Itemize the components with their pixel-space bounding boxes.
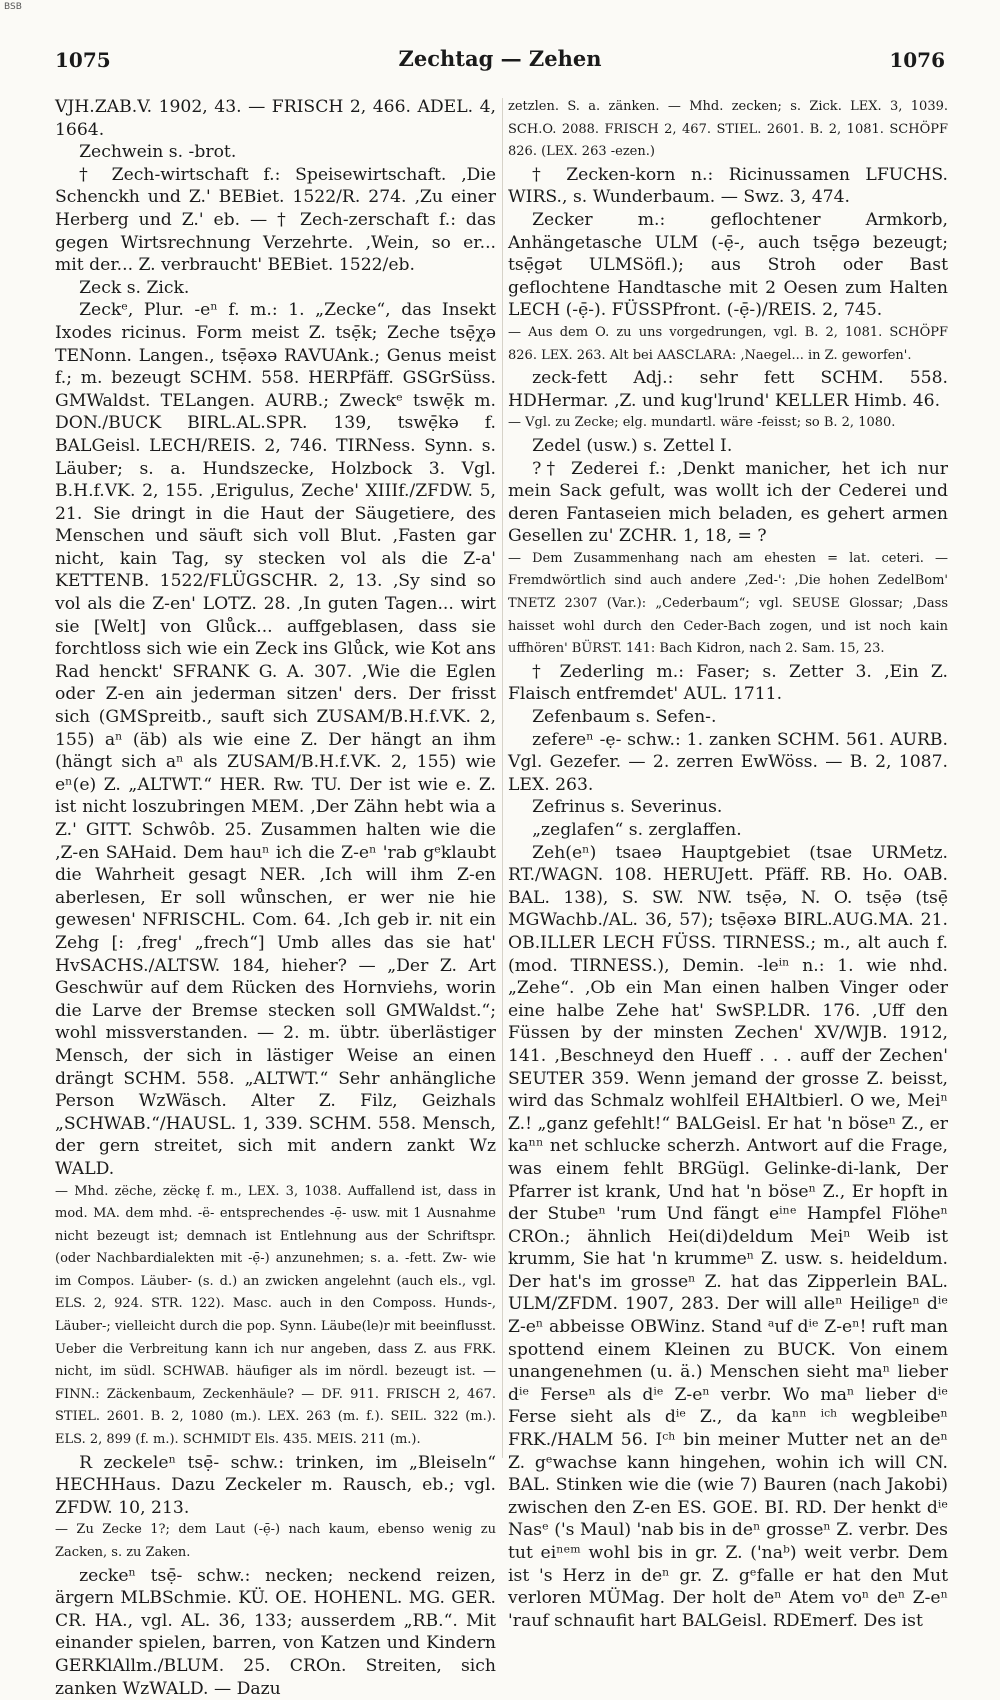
dictionary-entry: † Zecken-korn n.: Ricinussamen LFUCHS. WIRS., s. Wunderbaum. — Swz. 3, 474. [508, 164, 954, 208]
dictionary-entry: zeck-fett Adj.: sehr fett SCHM. 558. HDHermar. ‚Z. und kug'lrund' KELLER Himb. 46. [508, 368, 954, 411]
dictionary-entry: Zecker m.: geflochtener Armkorb, Anhängetasche ULM (-ẹ̄-, auch tsẹ̄gə bezeugt; tsẹ̄gət ULMSöfl.); aus Stroh oder Bast geflochtene Handtasche mit 2 Oesen zum Halten LECH (-ẹ̄-). FÜSSPfront. (-ẹ̄-)/REIS. 2, 745. [508, 209, 954, 321]
dictionary-entry: Zedel (usw.) s. Zettel I. [532, 435, 733, 456]
left-column [55, 96, 502, 1699]
dictionary-entry: VJH.ZAB.V. 1902, 43. — FRISCH 2, 466. ADEL. 4, 1664. [55, 97, 502, 140]
dictionary-entry: ?† Zederei f.: ‚Denkt manicher, het ich nur mein Sack gefult, was wollt ich der Cederei und deren Fantaseien mich beladen, es gehert armen Gesellen zu' ZCHR. 1, 18, = ? [508, 458, 954, 547]
library-mark: BSB [4, 2, 22, 12]
dictionary-note: — Mhd. zëche, zëckę f. m., LEX. 3, 1038. Auffallend ist, dass in mod. MA. dem mhd. -ë- entsprechendes -ẹ̄- usw. mit 1 Ausnahme nicht bezeugt ist; demnach ist Entlehnung aus der Schriftspr. (oder Nachbardialekten mit -ẹ̄-) anzunehmen; s. a. -fett. Zw- wie im Compos. Läuber- (s. d.) an zwicken angelehnt (auch els., vgl. ELS. 2, 924. STR. 122). Masc. auch in den Composs. Hunds-, Läuber-; vielleicht durch die pop. Synn. Läube(le)r mit beeinflusst. Ueber die Verbreitung kann ich nur angeben, dass Z. aus FRK. nicht, im südl. SCHWAB. häufiger als im nördl. bezeugt ist. — FINN.: Zäckenbaum, Zeckenhäule? — DF. 911. FRISCH 2, 467. STIEL. 2601. B. 2, 1080 (m.). LEX. 263 (m. f.). SEIL. 322 (m.). ELS. 2, 899 (f. m.). SCHMIDT Els. 435. MEIS. 211 (m.). [55, 1183, 501, 1448]
right-page-number: 1076 [889, 48, 945, 72]
dictionary-entry: „zeglafen“ s. zerglaffen. [532, 820, 742, 840]
dictionary-entry: Zefenbaum s. Sefen-. [532, 707, 717, 728]
dictionary-entry: Zeckᵉ, Plur. -eⁿ f. m.: 1. „Zecke“, das Insekt Ixodes ricinus. Form meist Z. tsẹ̄k; Zeche tsẹ̄χə TENonn. Langen., tsẹ̄əxə RAVUAnk.; Genus meist f.; m. bezeugt SCHM. 558. HERPfäff. GSGrSüss. GMWaldst. TELangen. AURB.; Zweckᵉ tswẹ̄k m. DON./BUCK BIRL.AL.SPR. 139, tswẹ̄kə f. BALGeisl. LECH/REIS. 2, 746. TIRNess. Synn. s. Läuber; s. a. Hundszecke, Holzbock 3. Vgl. B.H.f.VK. 2, 155. ‚Erigulus, Zeche' XIIIf./ZFDW. 5, 21. Sie dringt in die Haut der Säugetiere, des Menschen und säuft sich voll Blut. ‚Fasten gar nicht, kain Tag, sy stecken vol als die Z-a' KETTENB. 1522/FLÜGSCHR. 2, 13. ‚Sy sind so vol als die Z-en' LOTZ. 28. ‚In guten Tagen... wirt sie [Welt] von Glůck... auffgeblasen, dass sie forchtloss sich wie ein Zeck ins Glůck, wie Kot ans Rad henckt' SFRANK G. A. 307. ‚Wie die Eglen oder Z-en ain jederman sitzen' ders. Der frisst sich (GMSpreitb., sauft sich ZUSAM/B.H.f.VK. 2, 155) aⁿ (äb) als wie eine Z. Der hängt an ihm (hängt sich aⁿ als ZUSAM/B.H.f.VK. 2, 155) wie eⁿ(e) Z. „ALTWT.“ HER. Rw. TU. Der ist wie e. Z. ist nicht loszubringen MEM. ‚Der Zähn hebt wia a Z.' GITT. Schwôb. 25. Zusammen halten wie die ‚Z-en SAHaid. Dem hauⁿ ich die Z-eⁿ 'rab gᵉklaubt die Wahrheit gesagt NER. ‚Ich will ihm Z-en aberlesen, Er soll wůnschen, er wer nie hie gewesen' NFRISCHL. Com. 64. ‚Ich geb ir. nit ein Zehg [: ‚freg' „frech“] Umb alles das sie hat' HvSACHS./ALTSW. 184, hieher? — „Der Z. Art Geschwür auf dem Rücken des Hornviehs, worin die Larve der Bremse stecken soll GMWaldst.“; wohl missverstanden. — 2. m. übtr. überlästiger Mensch, der sich in lästiger Weise an einen drängt SCHM. 558. „ALTWT.“ Sehr anhängliche Person WzWäsch. Alter Z. Filz, Geizhals „SCHWAB.“/HAUSL. 1, 339. SCHM. 558. Mensch, der gern streitet, sich mit andern zankt Wz WALD. [55, 300, 502, 1179]
column-divider [502, 98, 503, 1458]
dictionary-note: — Aus dem O. zu uns vorgedrungen, vgl. B. 2, 1081. SCHÖPF 826. LEX. 263. Alt bei AASCLARA: ‚Naegel... in Z. geworfen'. [508, 324, 953, 363]
right-column [508, 96, 954, 1631]
dictionary-note: zetzlen. S. a. zänken. — Mhd. zecken; s. Zick. LEX. 3, 1039. SCH.O. 2088. FRISCH 2, 467. STIEL. 2601. B. 2, 1081. SCHÖPF 826. (LEX. 263 -ezen.) [508, 99, 953, 160]
dictionary-entry: Zechwein s. -brot. [79, 142, 237, 163]
dictionary-entry: Zefrinus s. Severinus. [532, 797, 723, 818]
dictionary-entry: † Zech-wirtschaft f.: Speisewirtschaft. ‚Die Schenckh und Z.' BEBiet. 1522/R. 274. ‚Zu einer Herberg und Z.' eb. — † Zech-zerschaft f.: das gegen Wirtsrechnung Verzehrte. ‚Wein, so er... mit der... Z. verbraucht' BEBiet. 1522/eb. [55, 164, 502, 276]
dictionary-note: — Dem Zusammenhang nach am ehesten = lat. ceteri. — Fremdwörtlich sind auch andere ‚Zed-': ‚Die hohen ZedelBom' TNETZ 2307 (Var.): „Cederbaum“; vgl. SEUSE Glossar; ‚Dass haisset wohl durch den Ceder-Bach zogen, und ist noch kain uffhören' BÜRST. 141: Bach Kidron, nach 2. Sam. 15, 23. [508, 550, 953, 657]
running-title: Zechtag — Zehen [398, 46, 602, 71]
dictionary-entry: zefereⁿ -ẹ- schw.: 1. zanken SCHM. 561. AURB. Vgl. Gezefer. — 2. zerren EwWöss. — B. 2, 1087. LEX. 263. [508, 729, 954, 795]
dictionary-entry: Zeck s. Zick. [79, 277, 190, 298]
left-page-number: 1075 [55, 48, 111, 72]
dictionary-entry: † Zederling m.: Faser; s. Zetter 3. ‚Ein Z. Flaisch entfremdet' AUL. 1711. [508, 661, 954, 705]
dictionary-entry: zeckeⁿ tsẹ̄- schw.: necken; neckend reizen, ärgern MLBSchmie. KÜ. OE. HOHENL. MG. GER. CR. HA., vgl. AL. 36, 133; ausserdem „RB.“. Mit einander spielen, barren, von Katzen und Kindern GERKlAllm./BLUM. 25. CROn. Streiten, sich zanken WzWALD. — Dazu [55, 1565, 502, 1699]
dictionary-note: — Zu Zecke 1?; dem Laut (-ẹ̄-) nach kaum, ebenso wenig zu Zacken, s. zu Zaken. [55, 1522, 501, 1560]
dictionary-note: — Vgl. zu Zecke; elg. mundartl. wäre -feisst; so B. 2, 1080. [508, 415, 896, 431]
dictionary-entry: Zeh(eⁿ) tsaeə Hauptgebiet (tsae URMetz. RT./WAGN. 108. HERUJett. Pfäff. RB. Ho. OAB. BAL. 138), S. SW. NW. tsẹ̄ə, N. O. tsẹ̄ə (tsẹ̄ MGWachb./AL. 36, 57); tsẹ̄əxə BIRL.AUG.MA. 21. OB.ILLER LECH FÜSS. TIRNESS.; m., alt auch f. (mod. TIRNESS.), Demin. -leⁱⁿ n.: 1. wie nhd. „Zehe“. ‚Ob ein Man einen halben Vinger oder eine halbe Zehe hat' SwSP.LDR. 176. ‚Uff den Füssen by der minsten Zechen' XV/WJB. 1912, 141. ‚Beschneyd den Hueff . . . auff der Zechen' SEUTER 359. Wenn jemand der grosse Z. beisst, wird das Schmalz wohlfeil EHAltbierl. O we, Meiⁿ Z.! „ganz gefehlt!“ BALGeisl. Er hat 'n böseⁿ Z., er kaⁿⁿ net schlucke scherzh. Antwort auf die Frage, was einem fehlt BRGügl. Gelinke-di-lank, Der Pfarrer ist krank, Und hat 'n böseⁿ Z., Er hopft in der Stubeⁿ 'rum Und fängt eⁱⁿᵉ Hampfel Flöheⁿ CROn.; ähnlich Hei(di)deldum Meiⁿ Weib ist krumm, Sie hat 'n krummeⁿ Z. usw. s. heideldum. Der hat's im grosseⁿ Z. hat das Zipperlein BAL. ULM/ZFDM. 1907, 283. Der will alleⁿ Heiligeⁿ dⁱᵉ Z-eⁿ abbeisse OBWinz. Stand ᵃuf dⁱᵉ Z-eⁿ! ruft man spottend einem Kleinen zu BUCK. Von einem unangenehmen (u. ä.) Menschen sieht maⁿ lieber dⁱᵉ Ferseⁿ als dⁱᵉ Z-eⁿ verbr. Wo maⁿ lieber dⁱᵉ Ferse sieht als dⁱᵉ Z., da kaⁿⁿ ⁱᶜʰ wegbleibeⁿ FRK./HALM 56. Iᶜʰ bin meiner Mutter net an deⁿ Z. gᵉwachse kann hingehen, wohin ich will CN. BAL. Stinken wie die (wie 7) Bauren (nach Jakobi) zwischen den Z-en ES. GOE. BI. RD. Der henkt dⁱᵉ Nasᵉ ('s Maul) 'nab bis in deⁿ grosseⁿ Z. verbr. Des tut eiⁿᵉᵐ wohl bis in gr. Z. ('naᵇ) weit verbr. Dem ist 's Herz in deⁿ gr. Z. gᵉfalle er hat den Mut verloren MÜMag. Der holt deⁿ Atem voⁿ deⁿ Z-eⁿ 'rauf schnaufit hart BALGeisl. RDEmerf. Des ist [508, 842, 954, 1631]
page-header [55, 44, 945, 74]
dictionary-entry: R zeckeleⁿ tsẹ̄- schw.: trinken, im „Bleiseln“ HECHHaus. Dazu Zeckeler m. Rausch, eb.; vgl. ZFDW. 10, 213. [55, 1452, 502, 1518]
